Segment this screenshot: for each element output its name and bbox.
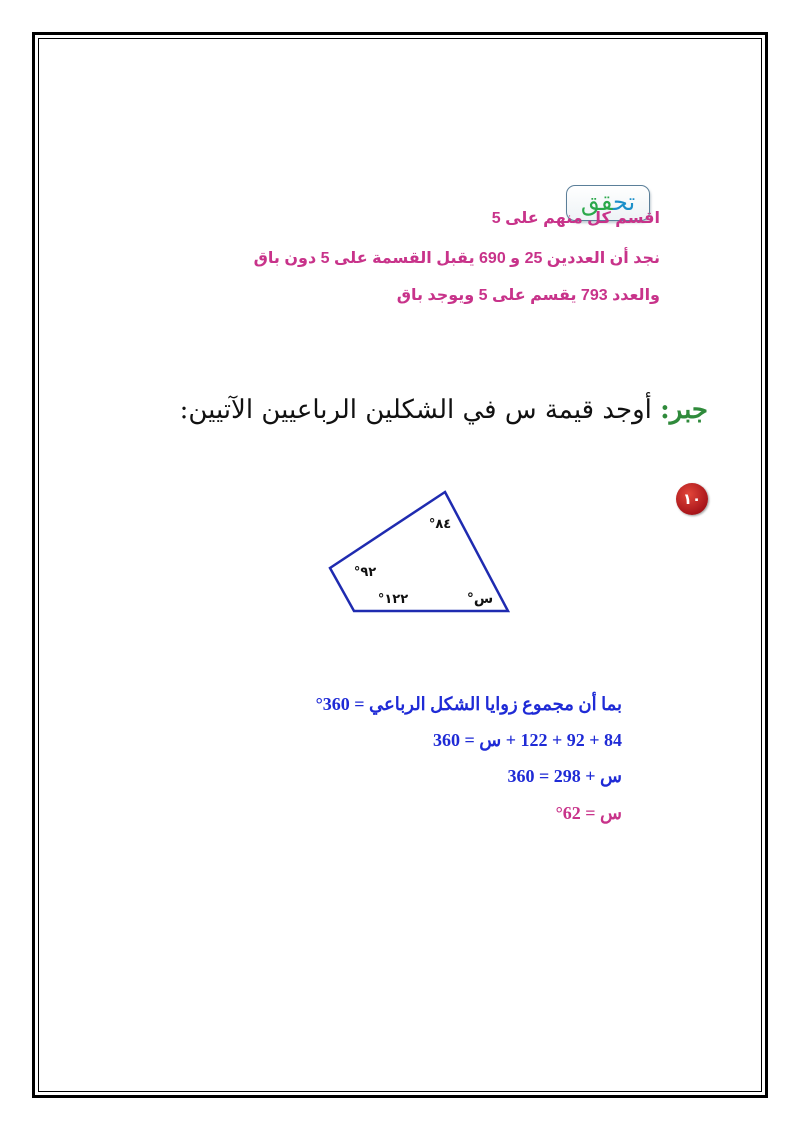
check-line-3: والعدد 793 يقسم على 5 ويوجد باق bbox=[396, 287, 660, 304]
angle-top-value: ٨٤ bbox=[435, 517, 452, 532]
check-line-2: نجد أن العددين 25 و 690 يقبل القسمة على 5 دون باق bbox=[253, 250, 660, 267]
solution-line-4: س = 62° bbox=[555, 803, 622, 823]
angle-label-bottom-right bbox=[467, 591, 493, 607]
angle-left-value: ٩٢ bbox=[360, 565, 377, 580]
angle-label-top bbox=[429, 517, 451, 532]
angle-bottom-right-value: س bbox=[473, 591, 494, 607]
angle-left-degree: ° bbox=[353, 565, 361, 580]
solution-line-3: س + 298 = 360 bbox=[507, 766, 622, 786]
angle-bottom-left-value: ١٢٢ bbox=[384, 592, 409, 607]
angle-label-bottom-left bbox=[378, 592, 408, 607]
angle-bottom-left-degree: ° bbox=[377, 592, 385, 607]
solution-line-1: بما أن مجموع زوايا الشكل الرباعي = 360° bbox=[315, 694, 622, 714]
angle-bottom-right-degree: ° bbox=[466, 591, 474, 607]
algebra-keyword: جبر: bbox=[660, 395, 708, 425]
check-badge-part1: تح bbox=[612, 188, 636, 216]
angle-top-degree: ° bbox=[428, 517, 436, 532]
check-badge-part2: قق bbox=[580, 188, 613, 216]
check-line-1: اقسم كل منهم على 5 bbox=[491, 210, 660, 227]
solution-line-2: 84 + 92 + 122 + س = 360 bbox=[432, 730, 622, 750]
algebra-prompt: أوجد قيمة س في الشكلين الرباعيين الآتيين: bbox=[179, 395, 652, 425]
exercise-number-badge: ١٠ bbox=[676, 483, 708, 515]
angle-label-left bbox=[354, 565, 376, 580]
